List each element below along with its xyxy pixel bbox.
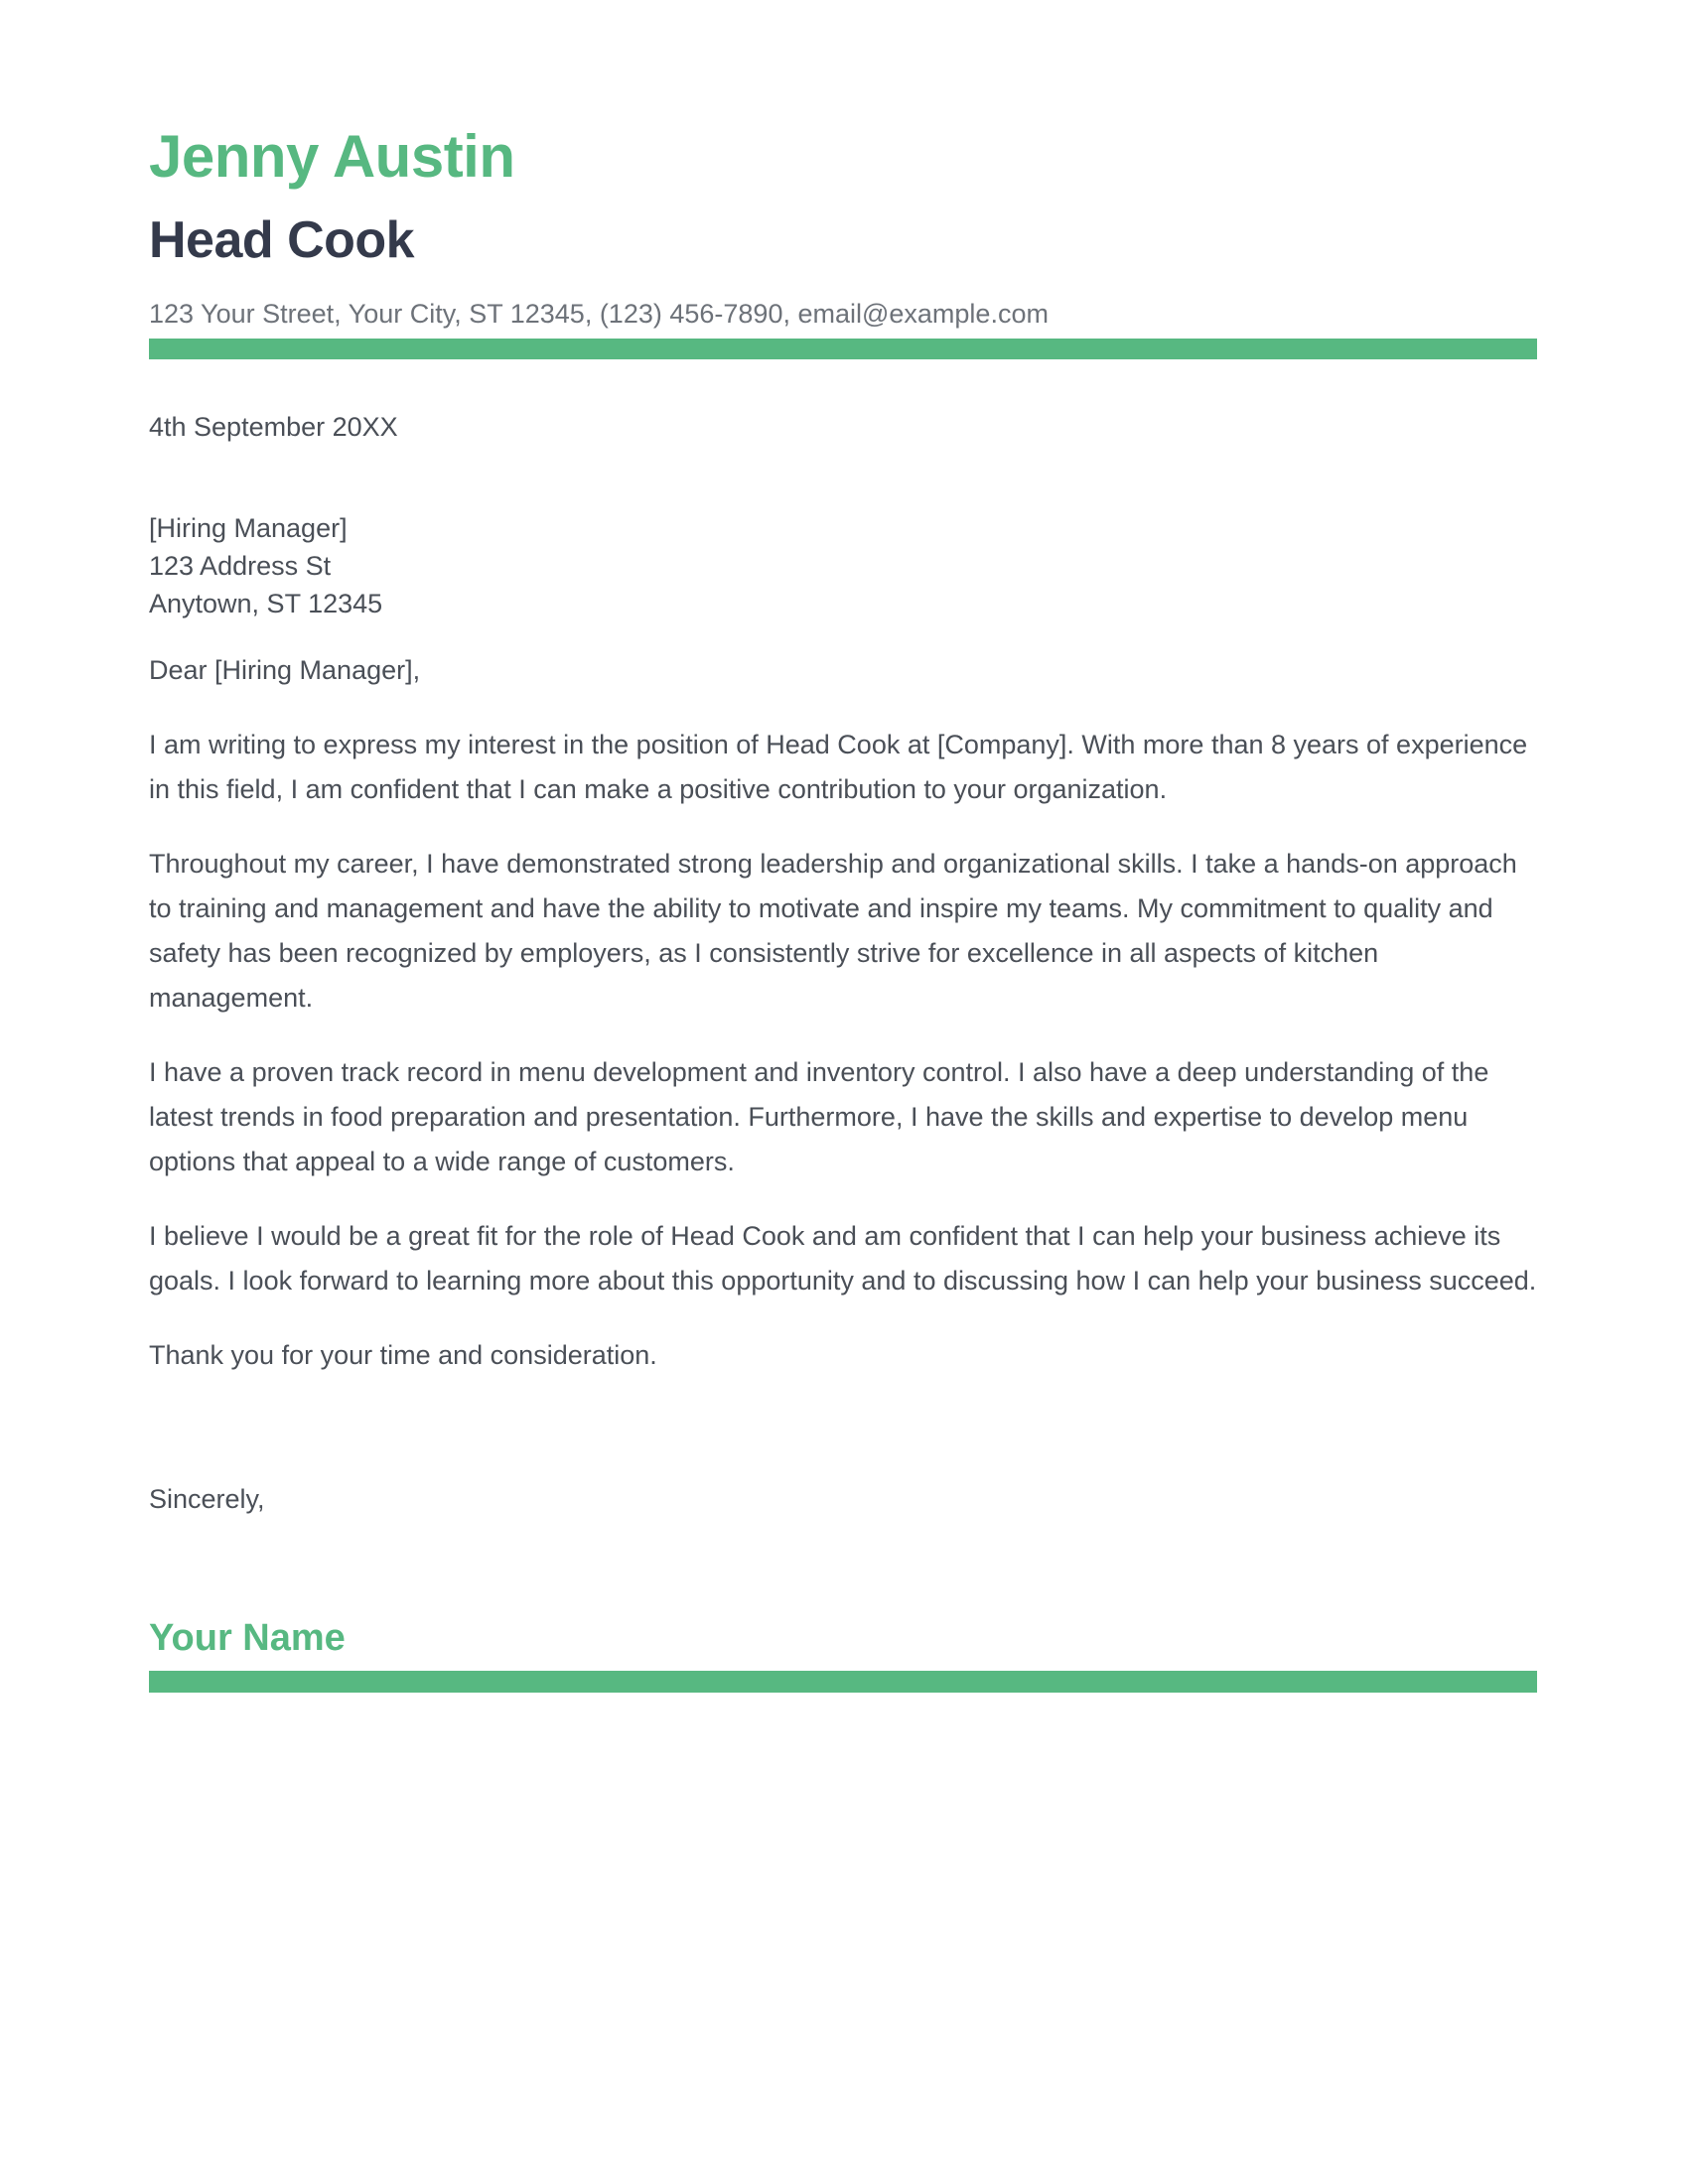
- applicant-name: Jenny Austin: [149, 123, 515, 190]
- recipient-address: [149, 509, 1537, 622]
- body-paragraph-3: I have a proven track record in menu development and inventory control. I also have a deep understanding of the latest trends in food preparation and presentation. Furthermore, I have the skills and expertise to develop menu options that appeal to a wide range of customers.: [149, 1056, 1489, 1176]
- body-paragraph-1: I am writing to express my interest in the position of Head Cook at [Company]. With more than 8 years of experience in this field, I am confident that I can make a positive contribution to your organization.: [149, 729, 1528, 804]
- body-paragraph-4: I believe I would be a great fit for the role of Head Cook and am confident that I can help your business achieve its goals. I look forward to learning more about this opportunity and to discussing how I can help your business succeed.: [149, 1220, 1537, 1296]
- body-paragraph-5: Thank you for your time and consideration.: [149, 1339, 657, 1370]
- signature-name: Your Name: [149, 1616, 346, 1659]
- footer-accent-rule: [149, 1671, 1537, 1693]
- closing-salutation: Sincerely,: [149, 1483, 265, 1514]
- recipient-line-3: Anytown, ST 12345: [149, 588, 383, 618]
- recipient-line-2: 123 Address St: [149, 550, 332, 581]
- letter-date: 4th September 20XX: [149, 412, 398, 443]
- salutation: Dear [Hiring Manager],: [149, 654, 421, 685]
- header-accent-rule: [149, 339, 1537, 359]
- job-title: Head Cook: [149, 211, 415, 269]
- letter-body: [149, 723, 1537, 1378]
- contact-line: 123 Your Street, Your City, ST 12345, (123) 456-7890, email@example.com: [149, 299, 1049, 329]
- body-paragraph-2: Throughout my career, I have demonstrated strong leadership and organizational skills. I take a hands-on approach to training and management and have the ability to motivate and inspire my teams. My commitment to quality and safety has been recognized by employers, as I consistently strive for excellence in all aspects of kitchen management.: [149, 848, 1517, 1013]
- recipient-line-1: [Hiring Manager]: [149, 512, 348, 543]
